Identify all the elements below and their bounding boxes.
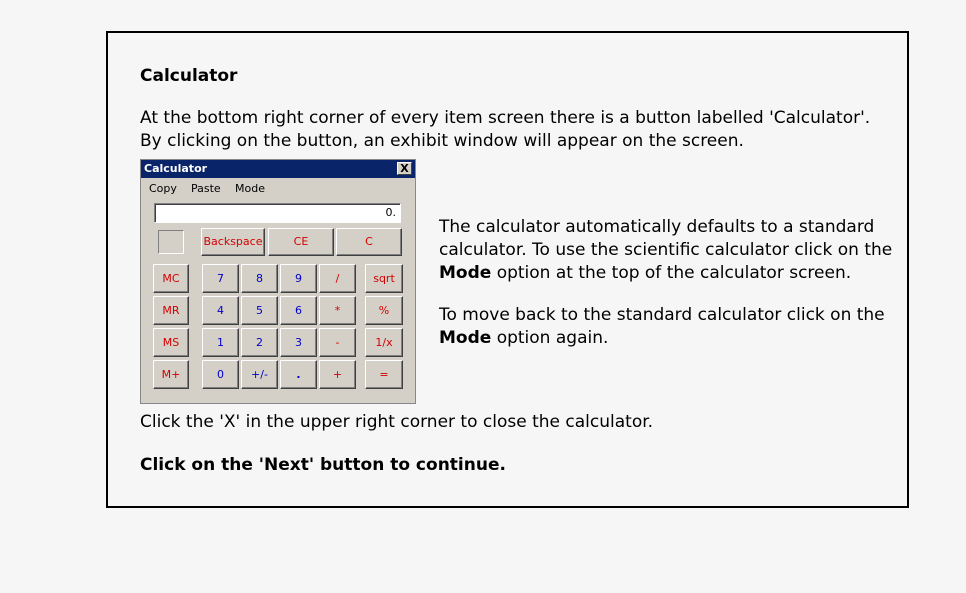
multiply-button: *: [319, 296, 356, 325]
digit-1-button: 1: [202, 328, 239, 357]
reciprocal-button: 1/x: [365, 328, 403, 357]
digit-9-button: 9: [280, 264, 317, 293]
sqrt-button: sqrt: [365, 264, 403, 293]
close-instruction: Click the 'X' in the upper right corner to close the calculator.: [140, 412, 654, 432]
percent-button: %: [365, 296, 403, 325]
digit-6-button: 6: [280, 296, 317, 325]
backspace-button: Backspace: [201, 228, 265, 256]
equals-button: =: [365, 360, 403, 389]
digit-7-button: 7: [202, 264, 239, 293]
decimal-point-button: .: [280, 360, 317, 389]
ms-button: MS: [153, 328, 189, 357]
intro-line-2: By clicking on the button, an exhibit window will appear on the screen.: [140, 131, 744, 151]
mode-instructions: [439, 216, 899, 369]
p1-text-end: option at the top of the calculator screen.: [491, 263, 852, 283]
calculator-display: 0.: [154, 203, 401, 223]
add-button: +: [319, 360, 356, 389]
m-plus-button: M+: [153, 360, 189, 389]
p1-text: The calculator automatically defaults to a standard calculator. To use the scientific calculator click on the: [439, 217, 893, 260]
mode-paragraph-2: [439, 304, 899, 350]
intro-text: [140, 107, 890, 153]
memory-indicator: [158, 230, 184, 254]
p1-mode-bold: Mode: [439, 263, 492, 283]
digit-0-button: 0: [202, 360, 239, 389]
calculator-titlebar: [141, 160, 415, 178]
calculator-exhibit-image: [140, 159, 416, 404]
close-icon: X: [397, 162, 412, 175]
c-button: C: [336, 228, 402, 256]
ce-button: CE: [268, 228, 334, 256]
page-title: Calculator: [140, 66, 238, 86]
sign-toggle-button: +/-: [241, 360, 278, 389]
digit-5-button: 5: [241, 296, 278, 325]
digit-3-button: 3: [280, 328, 317, 357]
subtract-button: -: [319, 328, 356, 357]
menu-paste: Paste: [191, 182, 221, 195]
calculator-menubar: [141, 182, 415, 198]
p2-text: To move back to the standard calculator click on the: [439, 305, 885, 325]
intro-line-1: At the bottom right corner of every item screen there is a button labelled 'Calculator'.: [140, 108, 871, 128]
menu-mode: Mode: [235, 182, 265, 195]
menu-copy: Copy: [149, 182, 177, 195]
mc-button: MC: [153, 264, 189, 293]
digit-8-button: 8: [241, 264, 278, 293]
p2-text-end: option again.: [491, 328, 609, 348]
mr-button: MR: [153, 296, 189, 325]
digit-2-button: 2: [241, 328, 278, 357]
p2-mode-bold: Mode: [439, 328, 492, 348]
calculator-window-title: Calculator: [144, 162, 208, 175]
next-instruction: Click on the 'Next' button to continue.: [140, 455, 506, 475]
digit-4-button: 4: [202, 296, 239, 325]
divide-button: /: [319, 264, 356, 293]
mode-paragraph-1: [439, 216, 899, 285]
